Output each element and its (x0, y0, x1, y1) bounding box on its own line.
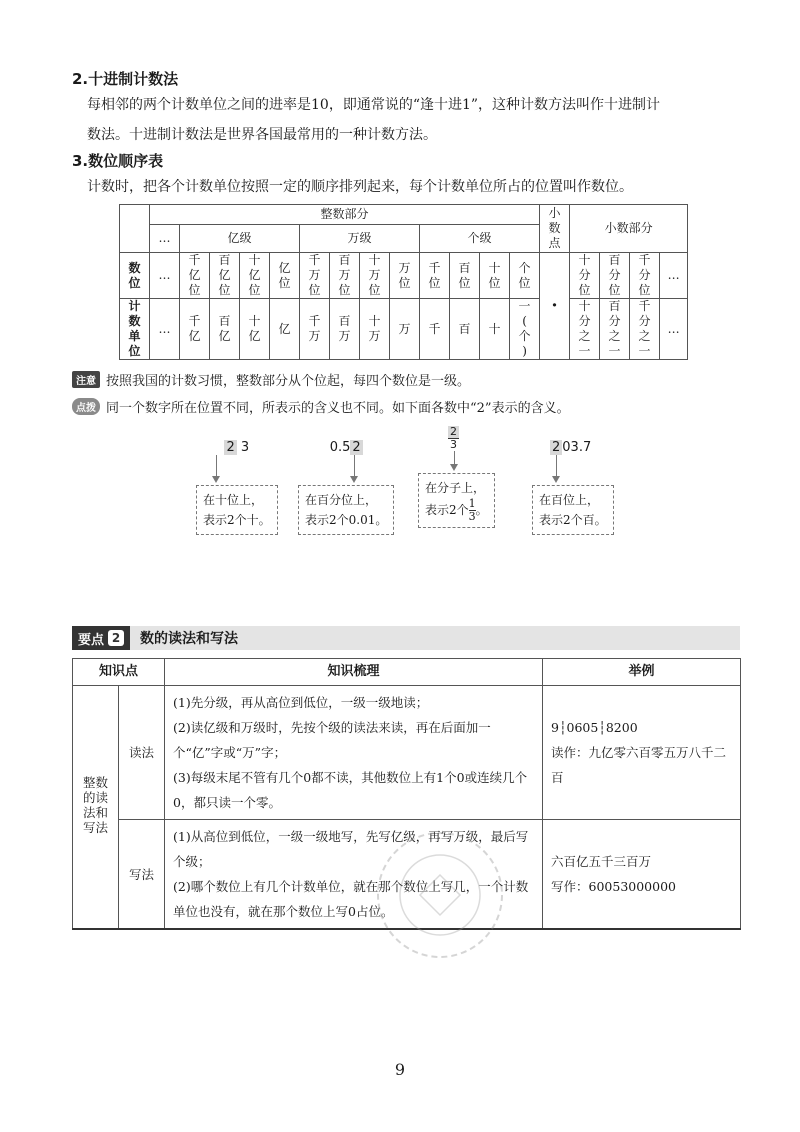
write-label: 写法 (119, 820, 165, 930)
position-cell: 百亿位 (210, 253, 240, 299)
page-number: 9 (394, 1060, 406, 1079)
decimal-position-cell: 千分位 (630, 253, 660, 299)
heading-decimal-system: 2.十进制计数法 (72, 70, 179, 88)
ellipsis-cell: … (660, 299, 688, 360)
read-point: (1)先分级，再从高位到低位，一级一级地读； (173, 695, 429, 710)
example-tens (196, 440, 278, 535)
heading-place-value-table: 3.数位顺序表 (72, 152, 164, 170)
section-title: 数的读法和写法 (140, 631, 239, 647)
integer-part-header: 整数部分 (150, 205, 540, 225)
note-tag: 注意 (72, 371, 100, 388)
knowledge-table (72, 658, 741, 930)
arrow-icon (454, 451, 455, 465)
read-label: 读法 (119, 686, 165, 820)
example-box: 在分子上， 表示2个 $\frac{1}{3}$ 。 (418, 473, 495, 528)
unit-cell: 千万 (300, 299, 330, 360)
read-point: (2)读亿级和万级时，先按个级的读法来读，再在后面加一个“亿”字或“万”字； (173, 720, 491, 760)
paragraph-decimal-system (87, 90, 742, 150)
position-cell: 个位 (510, 253, 540, 299)
corner-cell (120, 205, 150, 253)
note-text: 按照我国的计数习惯，整数部分从个位起，每四个数位是一级。 (106, 374, 471, 389)
example-number: 2 03.7 (552, 440, 592, 455)
example-box: 在百位上， 表示2个百。 (532, 485, 614, 535)
paragraph-line: 每相邻的两个计数单位之间的进率是10，即通常说的“逢十进1”，这种计数方法叫作十进制计 (87, 97, 661, 113)
level-wan: 万级 (300, 225, 420, 253)
write-point: (1)从高位到低位，一级一级地写，先写亿级，再写万级，最后写个级； (173, 829, 529, 869)
example-number: $\frac{2}{3}$ (450, 425, 457, 451)
read-example (543, 686, 741, 820)
unit-cell: 十 (480, 299, 510, 360)
decimal-part-header: 小数部分 (570, 205, 688, 253)
write-example (543, 820, 741, 930)
unit-cell: 千亿 (180, 299, 210, 360)
position-cell: 千位 (420, 253, 450, 299)
position-cell: 千万位 (300, 253, 330, 299)
position-cell: 十亿位 (240, 253, 270, 299)
ellipsis-cell: … (150, 225, 180, 253)
section-number: 2 (108, 630, 124, 646)
example-hundreds (532, 440, 614, 535)
paragraph-place-value-intro: 计数时，把各个计数单位按照一定的顺序排列起来，每个计数单位所占的位置叫作数位。 (87, 179, 633, 195)
header-content: 知识梳理 (165, 659, 543, 686)
unit-cell: 十万 (360, 299, 390, 360)
example-hundredths (298, 440, 394, 535)
position-cell: 亿位 (270, 253, 300, 299)
section-tag: 要点 2 (72, 626, 130, 650)
example-box: 在十位上， 表示2个十。 (196, 485, 278, 535)
position-cell: 千亿位 (180, 253, 210, 299)
unit-cell: 百 (450, 299, 480, 360)
position-cell: 万位 (390, 253, 420, 299)
read-points (165, 686, 543, 820)
section-banner (72, 626, 740, 650)
unit-cell: 百亿 (210, 299, 240, 360)
write-point: (2)哪个数位上有几个计数单位，就在那个数位上写几，一个计数单位也没有，就在那个数位上写0占位。 (173, 879, 529, 919)
decimal-position-cell: 百分位 (600, 253, 630, 299)
decimal-position-cell: 十分位 (570, 253, 600, 299)
read-example-number: 9┆0605┆8200 (551, 720, 638, 735)
unit-cell: 百万 (330, 299, 360, 360)
decimal-unit-cell: 百分之一 (600, 299, 630, 360)
position-cell: 百位 (450, 253, 480, 299)
tip-line (72, 397, 570, 416)
header-example: 举例 (543, 659, 741, 686)
example-numerator (418, 426, 495, 528)
paragraph-line: 数法。十进制计数法是世界各国最常用的一种计数方法。 (87, 127, 437, 143)
level-ge: 个级 (420, 225, 540, 253)
arrow-icon (556, 455, 557, 477)
read-point: (3)每级末尾不管有几个0都不读，其他数位上有1个0或连续几个0，都只读一个零。 (173, 770, 528, 810)
decimal-unit-cell: 十分之一 (570, 299, 600, 360)
unit-cell: 一(个) (510, 299, 540, 360)
decimal-unit-cell: 千分之一 (630, 299, 660, 360)
position-cell: 十万位 (360, 253, 390, 299)
unit-cell: 十亿 (240, 299, 270, 360)
ellipsis-cell: … (660, 253, 688, 299)
position-cell: 百万位 (330, 253, 360, 299)
note-line (72, 370, 470, 389)
tip-tag: 点拨 (72, 398, 100, 415)
arrow-icon (216, 455, 217, 477)
header-topic: 知识点 (73, 659, 165, 686)
write-points (165, 820, 543, 930)
decimal-point-cell: · (540, 253, 570, 360)
ellipsis-cell: … (150, 299, 180, 360)
unit-cell: 千 (420, 299, 450, 360)
decimal-point-header: 小数点 (540, 205, 570, 253)
unit-cell: 亿 (270, 299, 300, 360)
level-yi: 亿级 (180, 225, 300, 253)
unit-cell: 万 (390, 299, 420, 360)
row-label-units: 计数单位 (120, 299, 150, 360)
tip-text: 同一个数字所在位置不同，所表示的含义也不同。如下面各数中“2”表示的含义。 (106, 401, 570, 416)
place-value-table (119, 204, 688, 360)
read-example-text: 读作：九亿零六百零五万八千二百 (551, 745, 727, 785)
position-cell: 十位 (480, 253, 510, 299)
row-label-positions: 数位 (120, 253, 150, 299)
example-box: 在百分位上， 表示2个0.01。 (298, 485, 394, 535)
topic-cell: 整数的读法和写法 (73, 686, 119, 930)
example-number: 0.5 2 (329, 440, 361, 455)
ellipsis-cell: … (150, 253, 180, 299)
write-example-number: 六百亿五千三百万 (551, 854, 652, 869)
example-number: 2 3 (226, 440, 250, 455)
arrow-icon (354, 455, 355, 477)
write-example-text: 写作：60053000000 (551, 879, 676, 894)
